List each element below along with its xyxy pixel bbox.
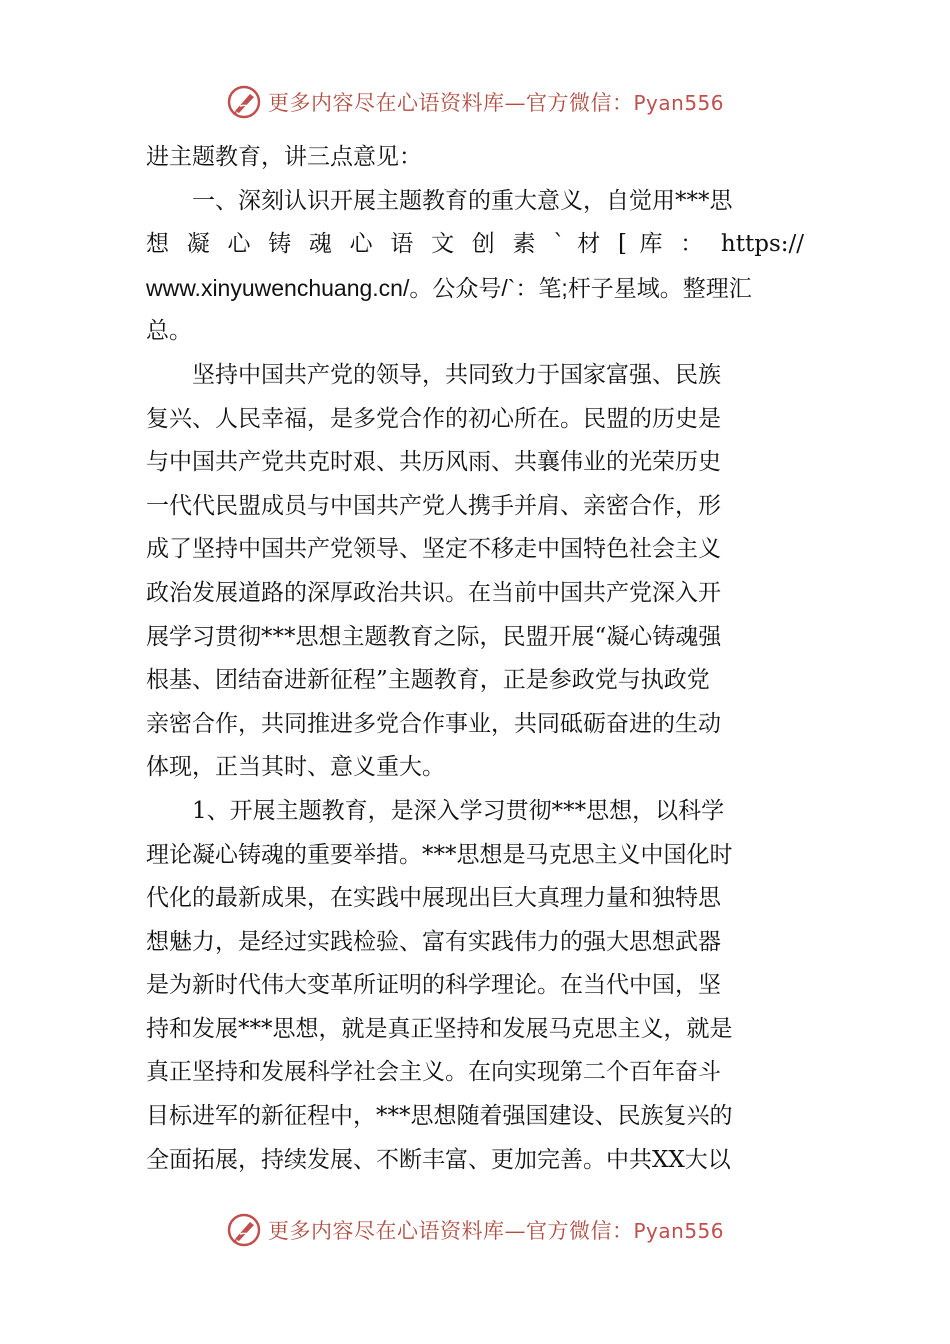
text-line: www.xinyuwenchuang.cn/。公众号/`：笔;杆子星域。整理汇 — [146, 274, 752, 301]
text-line: 政治发展道路的深厚政治共识。在当前中国共产党深入开 — [146, 579, 721, 606]
text-line: 想 凝 心 铸 魂 心 语 文 创 素 ` 材 [ 库 ： https:// — [146, 231, 804, 258]
text-line: 想魅力，是经过实践检验、富有实践伟力的强大思想武器 — [146, 928, 721, 955]
text-line: 展学习贯彻***思想主题教育之际，民盟开展“凝心铸魂强 — [146, 623, 722, 650]
text-line: 真正坚持和发展科学社会主义。在向实现第二个百年奋斗 — [146, 1059, 721, 1086]
text-line: 理论凝心铸魂的重要举措。***思想是马克思主义中国化时 — [146, 841, 733, 868]
header-banner — [0, 82, 950, 122]
text-line: 亲密合作，共同推进多党合作事业，共同砥砺奋进的生动 — [146, 710, 721, 737]
pen-logo-icon — [226, 1212, 262, 1248]
text-line: 体现，正当其时、意义重大。 — [146, 754, 445, 781]
banner-text: 更多内容尽在心语资料库—官方微信：Pyan556 — [267, 91, 724, 115]
text-line: 进主题教育，讲三点意见： — [146, 144, 422, 170]
document-body — [146, 136, 804, 1182]
text-line: 目标进军的新征程中，***思想随着强国建设、民族复兴的 — [146, 1103, 733, 1130]
text-line: 成了坚持中国共产党领导、坚定不移走中国特色社会主义 — [146, 536, 721, 563]
text-line: 是为新时代伟大变革所证明的科学理论。在当代中国，坚 — [146, 972, 721, 999]
text-line: 总。 — [146, 318, 192, 345]
wechat-id: Pyan556 — [633, 91, 724, 115]
text-line: 持和发展***思想，就是真正坚持和发展马克思主义，就是 — [146, 1015, 733, 1042]
text-line: 全面拓展，持续发展、不断丰富、更加完善。中共XX大以 — [146, 1146, 731, 1173]
wechat-id: Pyan556 — [633, 1219, 724, 1243]
text-line: 复兴、人民幸福，是多党合作的初心所在。民盟的历史是 — [146, 405, 721, 432]
text-line: 坚持中国共产党的领导，共同致力于国家富强、民族 — [192, 361, 721, 388]
text-line: 与中国共产党共克时艰、共历风雨、共襄伟业的光荣历史 — [146, 449, 721, 476]
text-line: 根基、团结奋进新征程”主题教育，正是参政党与执政党 — [146, 667, 710, 694]
text-line: 一、深刻认识开展主题教育的重大意义，自觉用***思 — [192, 187, 733, 214]
text-line: 一代代民盟成员与中国共产党人携手并肩、亲密合作，形 — [146, 492, 721, 519]
banner-text: 更多内容尽在心语资料库—官方微信：Pyan556 — [267, 1219, 724, 1243]
text-line: 1、开展主题教育，是深入学习贯彻***思想，以科学 — [192, 797, 725, 824]
footer-banner — [0, 1210, 950, 1250]
text-line: 代化的最新成果，在实践中展现出巨大真理力量和独特思 — [146, 885, 721, 912]
pen-logo-icon — [226, 84, 262, 120]
